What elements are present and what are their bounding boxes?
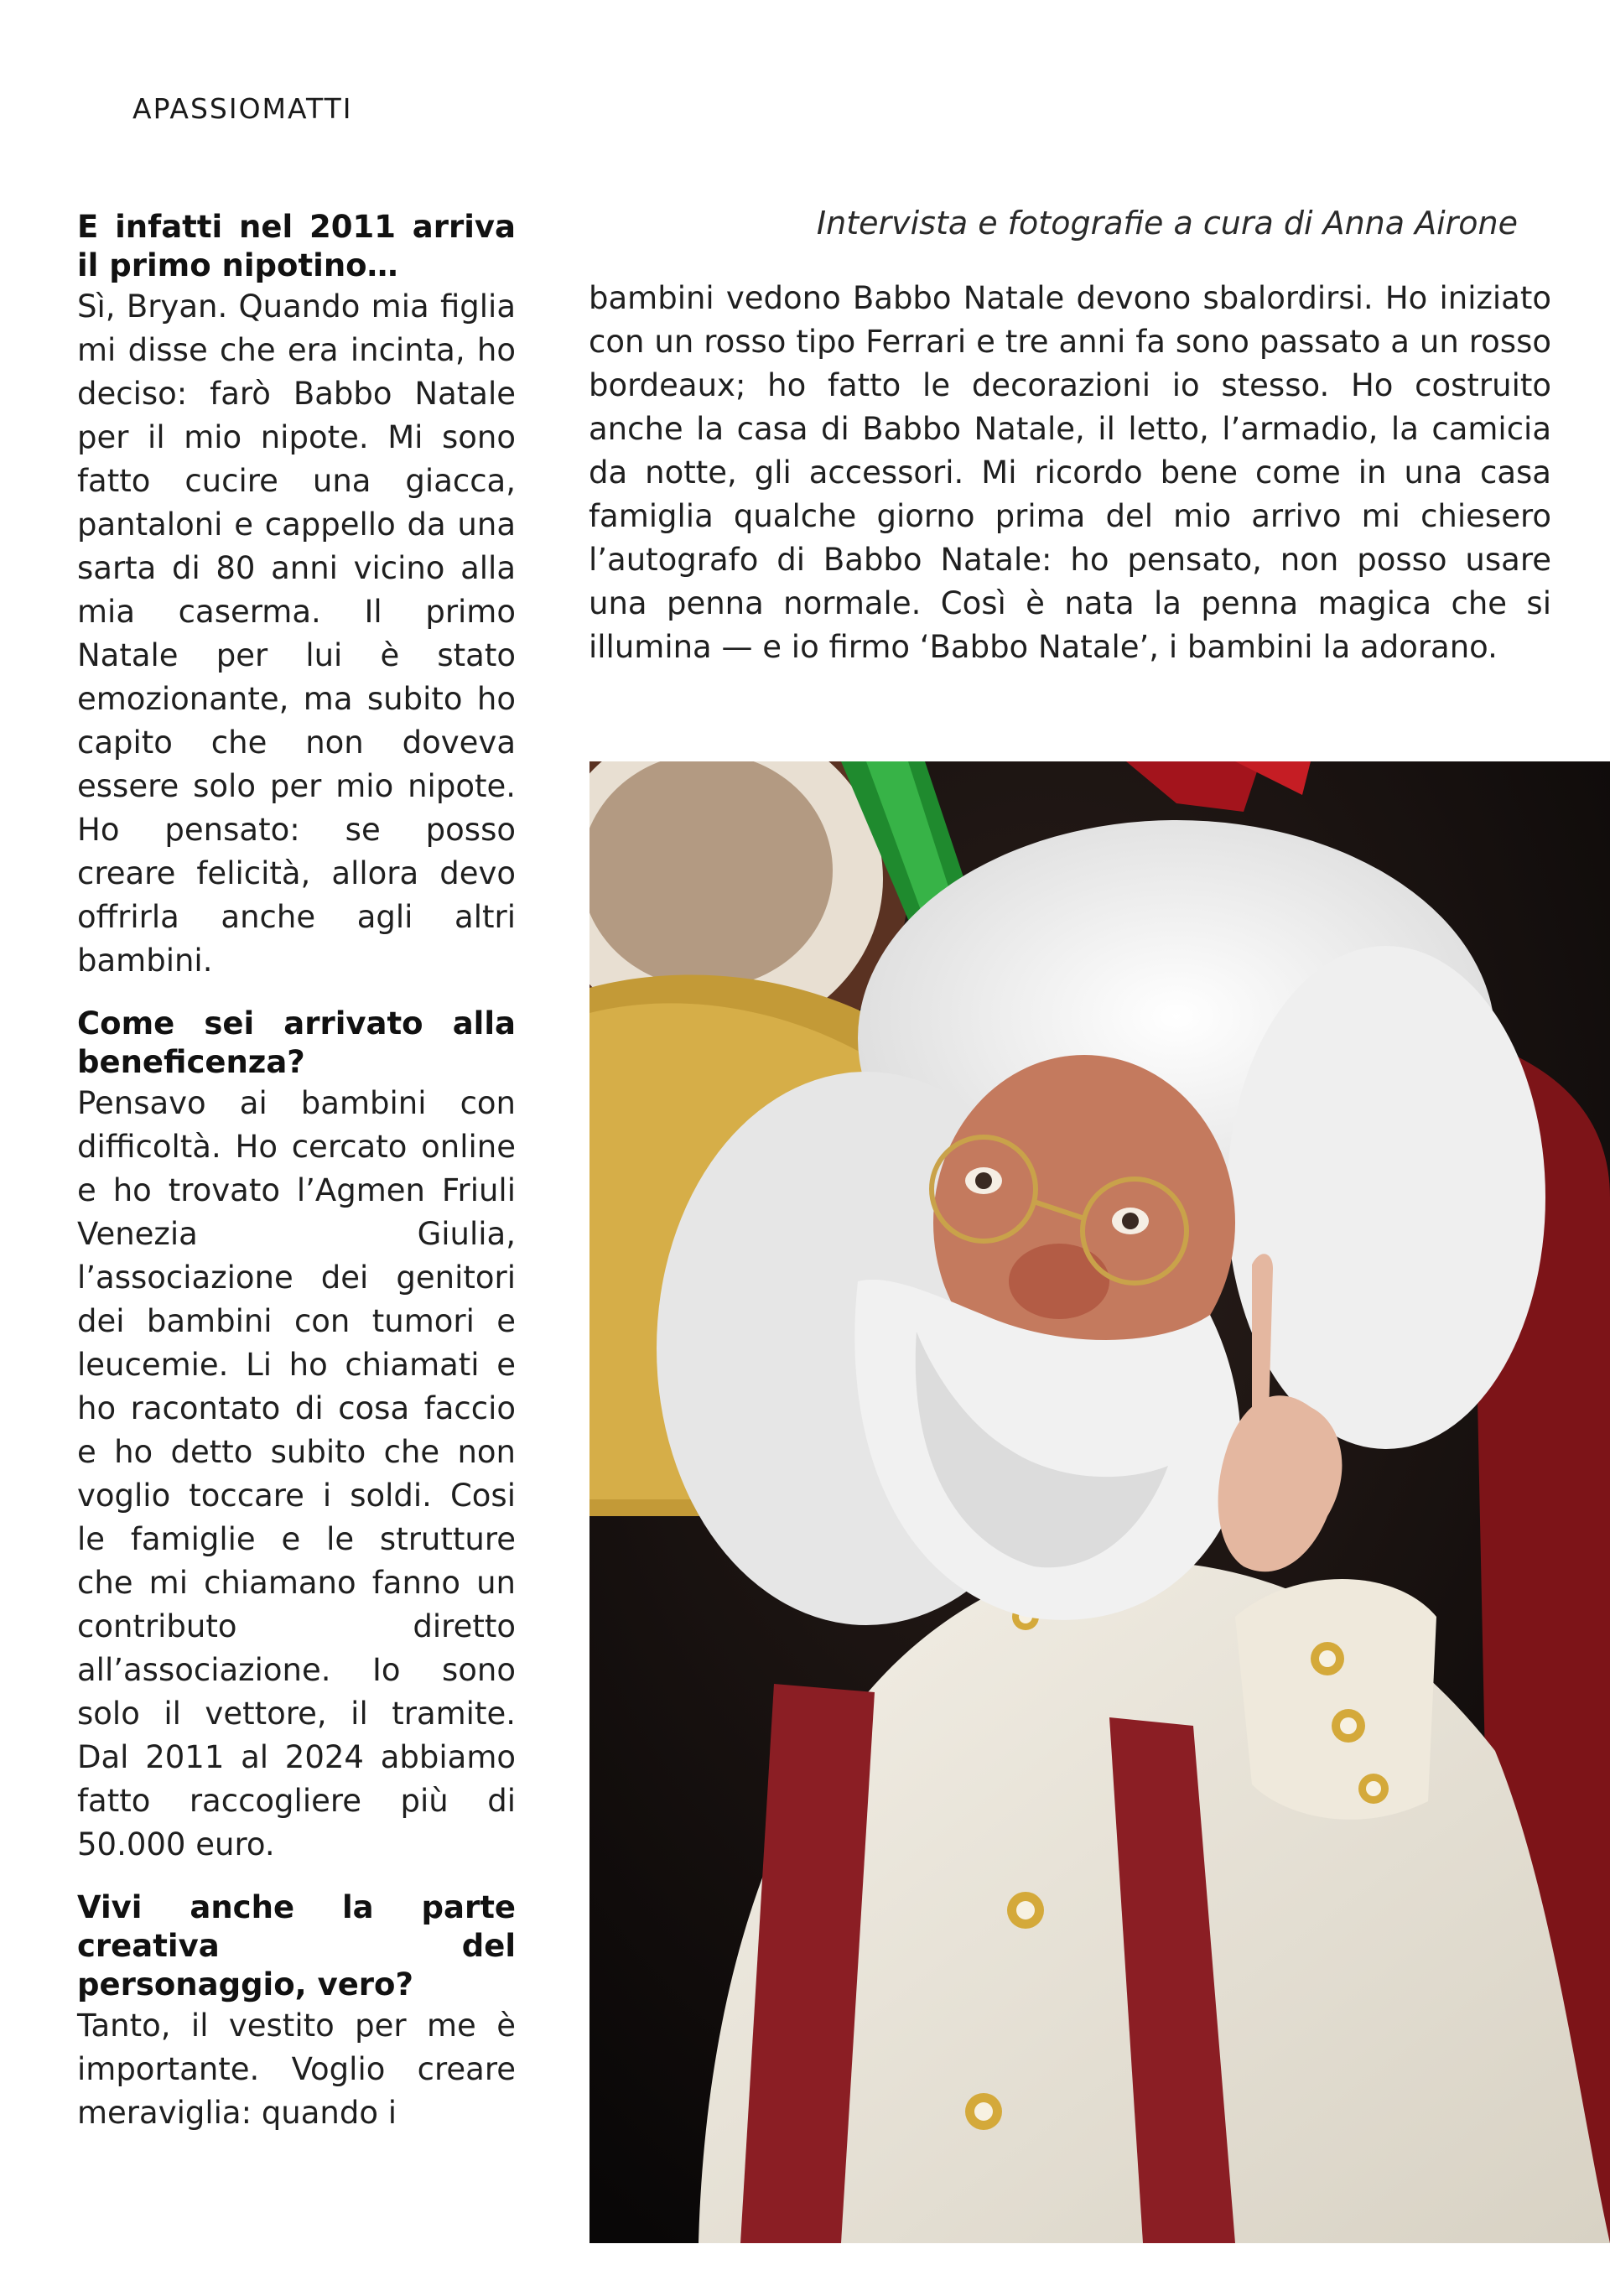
santa-claus-portrait-icon — [589, 761, 1610, 2243]
interview-left-column — [77, 208, 516, 2135]
interview-answer: Sì, Bryan. Quando mia figlia mi disse che era incinta, ho deciso: farò Babbo Natale per il mio nipote. Mi sono fatto cucire una giacca, pantaloni e cappello da una sarta di 80 anni vicino alla mia caserma. Il primo Natale per lui è stato emozionante, ma subito ho capito che non doveva essere solo per mio nipote. Ho pensato: se posso creare felicità, allora devo offrirla anche agli altri bambini. — [77, 288, 516, 979]
paragraph-gap — [77, 983, 516, 1005]
interview-answer-continued: bambini vedono Babbo Natale devono sbalordirsi. Ho iniziato con un rosso tipo Ferrari e tre anni fa sono passato a un rosso bordeaux; ho fatto le decorazioni io stesso. Ho costruito anche la casa di Babbo Natale, il letto, l’armadio, la camicia da notte, gli accessori. Mi ricordo bene come in una casa famiglia qualche giorno prima del mio arrivo mi chiesero l’autografo di Babbo Natale: ho pensato, non posso usare una penna normale. Così è nata la penna magica che si illumina — e io firmo ‘Babbo Natale’, i bambini la adorano. — [589, 280, 1551, 665]
paragraph-gap — [77, 1867, 516, 1888]
interview-right-column — [589, 277, 1551, 669]
photo-credit: Intervista e fotografie a cura di Anna Airone — [816, 205, 1518, 242]
interview-question: Come sei arrivato alla beneficenza? — [77, 1005, 516, 1080]
magazine-section-header: APASSIOMATTI — [132, 92, 353, 125]
interview-question: Vivi anche la parte creativa del personaggio, vero? — [77, 1889, 516, 2003]
interview-question: E infatti nel 2011 arriva il primo nipotino… — [77, 209, 516, 283]
santa-claus-photo — [589, 761, 1610, 2243]
interview-answer: Pensavo ai bambini con difficoltà. Ho cercato online e ho trovato l’Agmen Friuli Venezia Giulia, l’associazione dei genitori dei bambini con tumori e leucemie. Li ho chiamati e ho racontato di cosa faccio e ho detto subito che non voglio toccare i soldi. Cosi le famiglie e le strutture che mi chiamano fanno un contributo diretto all’associazione. Io sono solo il vettore, il tramite. Dal 2011 al 2024 abbiamo fatto raccogliere più di 50.000 euro. — [77, 1085, 516, 1862]
interview-answer: Tanto, il vestito per me è importante. Voglio creare meraviglia: quando i — [77, 2008, 516, 2131]
